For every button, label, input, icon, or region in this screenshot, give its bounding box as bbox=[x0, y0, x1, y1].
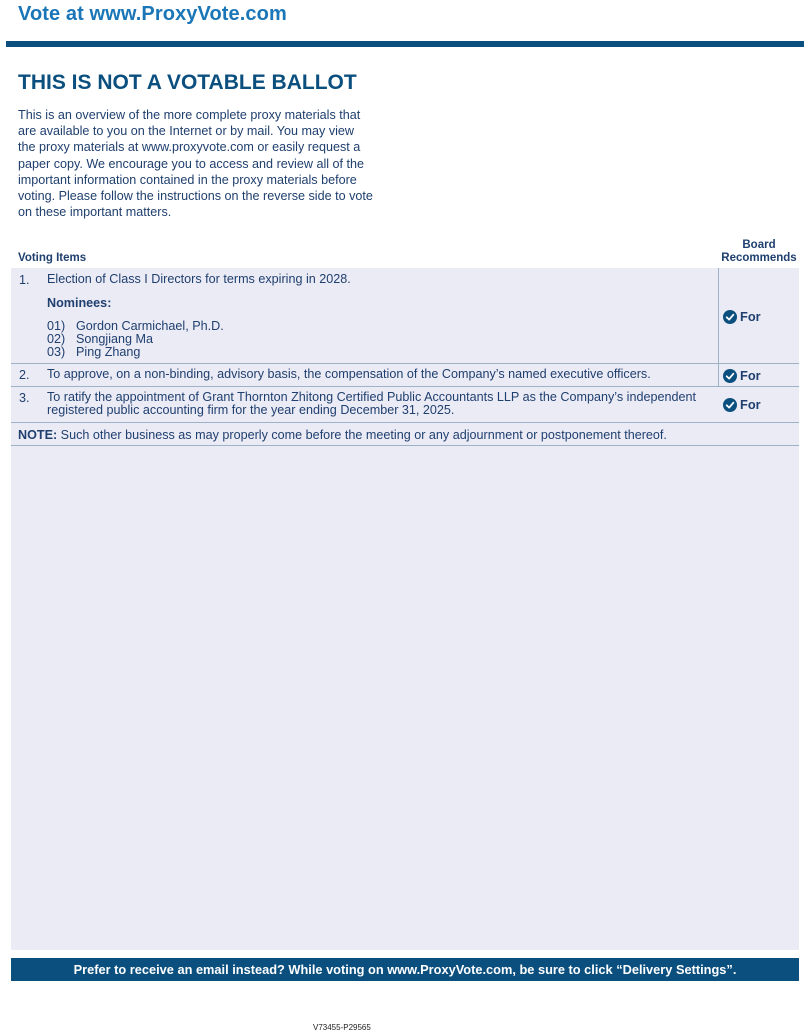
recommendation-label: For bbox=[740, 309, 761, 324]
note-body: Such other business as may properly come before the meeting or any adjournment or postponement thereof. bbox=[57, 428, 667, 442]
header-rule bbox=[6, 41, 804, 47]
intro-line: important information contained in the proxy materials before bbox=[18, 172, 357, 187]
page-header-title: Vote at www.ProxyVote.com bbox=[18, 3, 287, 25]
column-divider bbox=[718, 268, 719, 363]
recommendation bbox=[723, 368, 761, 383]
intro-line: on these important matters. bbox=[18, 205, 172, 220]
recommendation bbox=[723, 309, 761, 324]
document-code: V73455-P29565 bbox=[313, 1023, 371, 1032]
intro-line: voting. Please follow the instructions on the reverse side to vote bbox=[18, 189, 373, 204]
nominee-number: 03) bbox=[47, 345, 66, 359]
voting-item-3 bbox=[11, 387, 799, 423]
recommends-header-line: Recommends bbox=[721, 252, 797, 264]
note-label: NOTE: bbox=[18, 428, 58, 442]
delivery-settings-banner: Prefer to receive an email instead? While voting on www.ProxyVote.com, be sure to click “Delivery Settings”. bbox=[11, 958, 799, 981]
item-text: Election of Class I Directors for terms expiring in 2028. bbox=[47, 272, 351, 286]
intro-line: the proxy materials at www.proxyvote.com or easily request a bbox=[18, 140, 361, 155]
check-circle-icon bbox=[723, 310, 737, 324]
nominees-label: Nominees: bbox=[47, 296, 112, 310]
voting-item-1 bbox=[11, 268, 799, 364]
nominee-1 bbox=[47, 319, 224, 333]
note-row bbox=[11, 423, 799, 446]
board-header-line: Board bbox=[742, 239, 776, 251]
voting-items-header: Voting Items bbox=[18, 252, 87, 264]
recommendation bbox=[723, 397, 761, 412]
note-text bbox=[18, 428, 667, 442]
item-number: 2. bbox=[19, 368, 30, 382]
nominee-2 bbox=[47, 332, 153, 346]
nominee-number: 02) bbox=[47, 332, 66, 346]
nominee-name: Gordon Carmichael, Ph.D. bbox=[76, 319, 224, 333]
intro-line: paper copy. We encourage you to access and review all of the bbox=[18, 156, 365, 171]
nominee-3 bbox=[47, 345, 140, 359]
page-title: THIS IS NOT A VOTABLE BALLOT bbox=[18, 71, 357, 94]
check-circle-icon bbox=[723, 369, 737, 383]
column-divider bbox=[718, 364, 719, 386]
nominee-name: Ping Zhang bbox=[76, 345, 141, 359]
item-number: 3. bbox=[19, 391, 30, 405]
nominee-name: Songjiang Ma bbox=[76, 332, 154, 346]
item-number: 1. bbox=[19, 273, 30, 287]
voting-item-2 bbox=[11, 364, 799, 387]
intro-line: This is an overview of the more complete proxy materials that bbox=[18, 108, 361, 122]
blank-panel bbox=[11, 446, 799, 950]
item-text: To approve, on a non-binding, advisory basis, the compensation of the Company’s named executive officers. bbox=[47, 367, 651, 381]
board-recommends-header bbox=[716, 239, 802, 265]
voting-items-table bbox=[11, 268, 799, 446]
item-text bbox=[47, 391, 696, 417]
item-text-line: registered public accounting firm for the year ending December 31, 2025. bbox=[47, 402, 455, 417]
check-circle-icon bbox=[723, 398, 737, 412]
intro-paragraph bbox=[18, 107, 390, 220]
item-text-line: To ratify the appointment of Grant Thornton Zhitong Certified Public Accountants LLP as the Company’s independent bbox=[47, 390, 696, 404]
recommendation-label: For bbox=[740, 368, 761, 383]
nominee-number: 01) bbox=[47, 319, 66, 333]
intro-line: are available to you on the Internet or by mail. You may view bbox=[18, 124, 355, 139]
recommendation-label: For bbox=[740, 397, 761, 412]
